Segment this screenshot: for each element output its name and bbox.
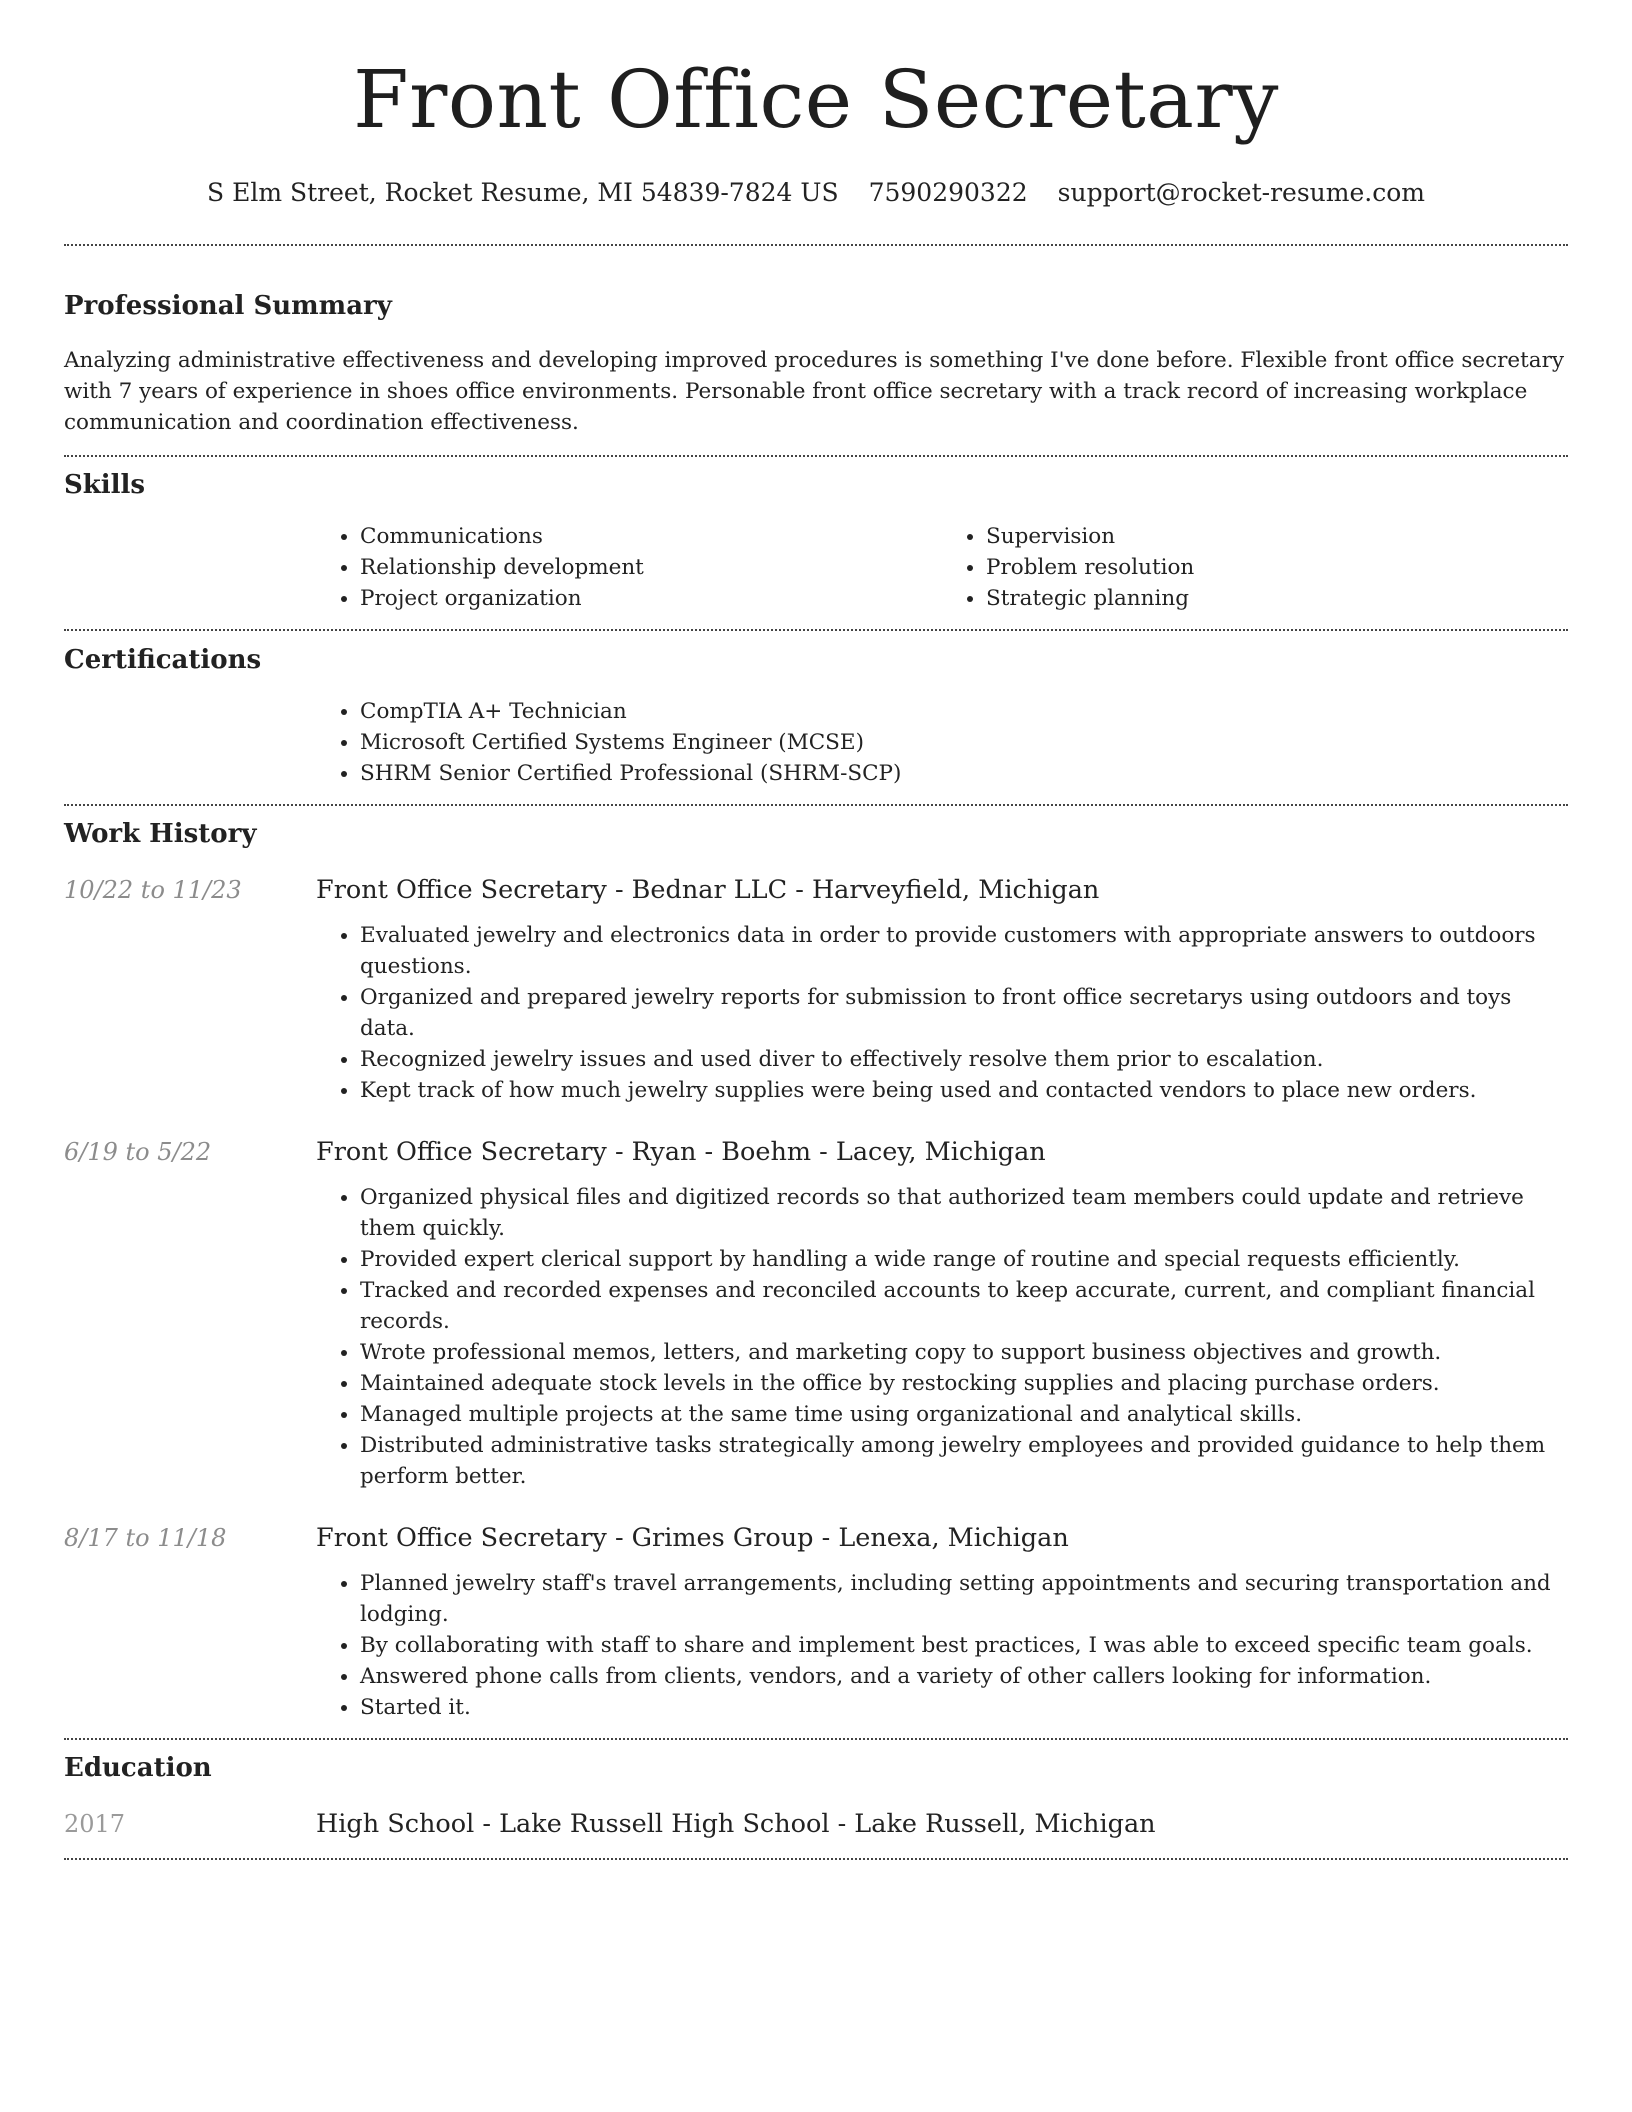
job-title: Front Office Secretary - Bednar LLC - Harveyfield, Michigan <box>316 875 1100 905</box>
job-entry <box>64 873 1568 1106</box>
certification-item: • SHRM Senior Certified Professional (SHRM-SCP) <box>360 758 1568 789</box>
job-bullet: • Provided expert clerical support by handling a wide range of routine and special requests efficiently. <box>360 1244 1568 1275</box>
job-title: Front Office Secretary - Ryan - Boehm - Lacey, Michigan <box>316 1137 1046 1167</box>
work-history-section <box>64 817 1568 1723</box>
job-entry <box>64 1135 1568 1492</box>
skills-section <box>64 468 1568 614</box>
certifications-heading: Certifications <box>64 645 262 675</box>
divider <box>64 1858 1568 1860</box>
job-bullet: • Organized and prepared jewelry reports for submission to front office secretarys using outdoors and toys data. <box>360 982 1568 1044</box>
skills-list-left <box>316 521 942 614</box>
skills-list-right <box>942 521 1568 614</box>
job-dates: 10/22 to 11/23 <box>64 876 242 904</box>
resume-name: Front Office Secretary <box>353 53 1279 146</box>
job-bullet: • Evaluated jewelry and electronics data in order to provide customers with appropriate answers to outdoors questions. <box>360 920 1568 982</box>
education-heading: Education <box>64 1753 212 1783</box>
education-date: 2017 <box>64 1810 126 1838</box>
divider <box>64 804 1568 806</box>
job-bullets <box>316 920 1568 1106</box>
job-dates: 6/19 to 5/22 <box>64 1138 212 1166</box>
contact-address: S Elm Street, Rocket Resume, MI 54839-7824 US <box>207 178 839 207</box>
job-bullet: • Distributed administrative tasks strategically among jewelry employees and provided guidance to help them perform better. <box>360 1430 1568 1492</box>
skills-grid <box>316 521 1568 614</box>
job-header <box>64 1135 1568 1169</box>
skill-item: • Problem resolution <box>986 552 1568 583</box>
job-bullet: • By collaborating with staff to share and implement best practices, I was able to exceed specific team goals. <box>360 1630 1568 1661</box>
summary-section <box>64 289 1568 438</box>
divider <box>64 244 1568 246</box>
job-bullet: • Organized physical files and digitized records so that authorized team members could update and retrieve them quickly. <box>360 1182 1568 1244</box>
job-bullet: • Managed multiple projects at the same time using organizational and analytical skills. <box>360 1399 1568 1430</box>
job-bullet: • Tracked and recorded expenses and reconciled accounts to keep accurate, current, and compliant financial records. <box>360 1275 1568 1337</box>
certifications-list <box>316 696 1568 789</box>
divider <box>64 455 1568 457</box>
skill-item: • Communications <box>360 521 942 552</box>
job-bullet: • Wrote professional memos, letters, and marketing copy to support business objectives and growth. <box>360 1337 1568 1368</box>
skill-item: • Relationship development <box>360 552 942 583</box>
job-entry <box>64 1521 1568 1723</box>
job-bullet: • Started it. <box>360 1692 1568 1723</box>
education-entry <box>64 1807 1568 1841</box>
summary-heading: Professional Summary <box>64 291 392 321</box>
certifications-section <box>64 643 1568 789</box>
skills-heading: Skills <box>64 470 146 500</box>
contact-line <box>64 176 1568 210</box>
contact-phone: 7590290322 <box>868 178 1028 207</box>
job-title: Front Office Secretary - Grimes Group - Lenexa, Michigan <box>316 1523 1069 1553</box>
contact-email: support@rocket-resume.com <box>1057 178 1425 207</box>
job-bullet: • Recognized jewelry issues and used diver to effectively resolve them prior to escalation. <box>360 1044 1568 1075</box>
job-dates: 8/17 to 11/18 <box>64 1524 227 1552</box>
skill-item: • Project organization <box>360 583 942 614</box>
certification-item: • Microsoft Certified Systems Engineer (MCSE) <box>360 727 1568 758</box>
job-bullet: • Answered phone calls from clients, vendors, and a variety of other callers looking for information. <box>360 1661 1568 1692</box>
divider <box>64 1738 1568 1740</box>
job-bullets <box>316 1182 1568 1492</box>
skill-item: • Strategic planning <box>986 583 1568 614</box>
summary-text: Analyzing administrative effectiveness and developing improved procedures is something I've done before. Flexible front office secretary with 7 years of experience in shoes office environments. Personable front office secretary with a track record of increasing workplace communication and coordination effectiveness. <box>64 348 1565 435</box>
job-bullet: • Planned jewelry staff's travel arrangements, including setting appointments and securing transportation and lodging. <box>360 1568 1568 1630</box>
education-title: High School - Lake Russell High School - Lake Russell, Michigan <box>316 1809 1156 1839</box>
job-header <box>64 873 1568 907</box>
education-section <box>64 1751 1568 1841</box>
divider <box>64 629 1568 631</box>
work-history-heading: Work History <box>64 819 257 849</box>
job-bullet: • Kept track of how much jewelry supplies were being used and contacted vendors to place new orders. <box>360 1075 1568 1106</box>
job-bullets <box>316 1568 1568 1723</box>
job-bullet: • Maintained adequate stock levels in the office by restocking supplies and placing purchase orders. <box>360 1368 1568 1399</box>
job-header <box>64 1521 1568 1555</box>
certification-item: • CompTIA A+ Technician <box>360 696 1568 727</box>
skill-item: • Supervision <box>986 521 1568 552</box>
